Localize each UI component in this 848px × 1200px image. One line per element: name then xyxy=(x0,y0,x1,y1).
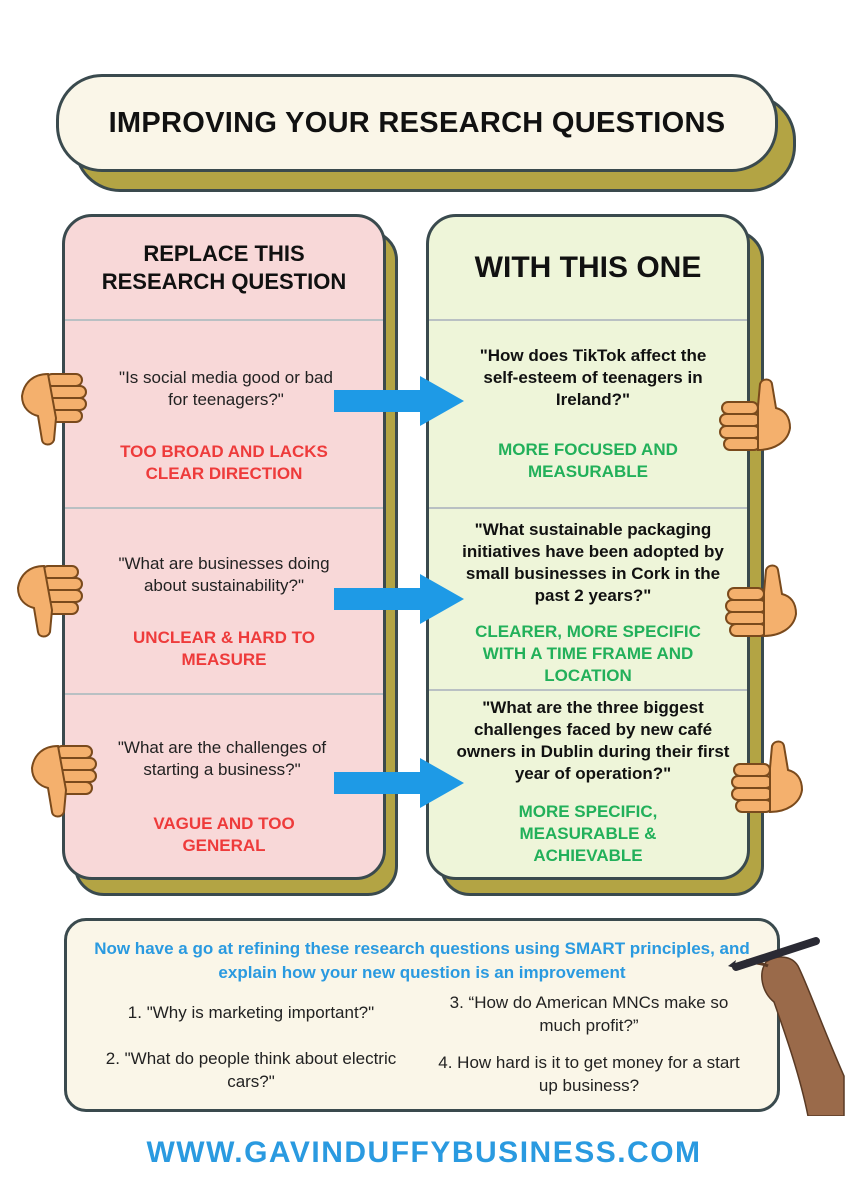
thumbs-down-icon xyxy=(26,740,106,820)
strong-question-2: "What sustainable packaging initiatives have been adopted by small businesses in Cork in the past 2 years?" xyxy=(462,520,724,605)
task-item-3: 3. “How do American MNCs make so much profit?” xyxy=(449,993,729,1035)
thumbs-down-icon xyxy=(16,368,96,448)
weak-question-2: "What are businesses doing about sustainability?" xyxy=(118,554,330,595)
strong-verdict-2: CLEARER, MORE SPECIFIC WITH A TIME FRAME AND LOCATION xyxy=(475,622,701,685)
strong-question-3: "What are the three biggest challenges faced by new café owners in Dublin during their first year of operation?" xyxy=(456,698,730,783)
divider xyxy=(429,319,747,321)
task-instructions: Now have a go at refining these research questions using SMART principles, and explain how your new question is an improvement xyxy=(94,939,750,982)
task-item-4: 4. How hard is it to get money for a start up business? xyxy=(438,1053,740,1095)
page-title: IMPROVING YOUR RESEARCH QUESTIONS xyxy=(108,106,726,139)
divider xyxy=(429,507,747,509)
strong-verdict-3: MORE SPECIFIC, MEASURABLE & ACHIEVABLE xyxy=(518,802,658,865)
weak-question-3: "What are the challenges of starting a business?" xyxy=(117,738,327,779)
weak-verdict-2: UNCLEAR & HARD TO MEASURE xyxy=(133,628,315,669)
thumbs-down-icon xyxy=(12,560,92,640)
arrow-right-icon xyxy=(334,376,464,426)
thumbs-up-icon xyxy=(730,738,810,818)
website-url[interactable]: WWW.GAVINDUFFYBUSINESS.COM xyxy=(146,1136,702,1169)
task-item-2: 2. "What do people think about electric cars?" xyxy=(105,1049,397,1091)
thumbs-up-icon xyxy=(724,562,804,642)
divider xyxy=(65,693,383,695)
strong-verdict-1: MORE FOCUSED AND MEASURABLE xyxy=(498,440,678,481)
arrow-right-icon xyxy=(334,758,464,808)
title-banner xyxy=(56,74,778,172)
thumbs-up-icon xyxy=(718,376,798,456)
improved-heading: WITH THIS ONE xyxy=(474,251,702,284)
weak-verdict-1: TOO BROAD AND LACKS CLEAR DIRECTION xyxy=(120,442,328,483)
divider xyxy=(65,507,383,509)
replace-heading: REPLACE THIS RESEARCH QUESTION xyxy=(101,241,347,294)
divider xyxy=(65,319,383,321)
improved-column xyxy=(426,214,750,880)
divider xyxy=(429,689,747,691)
strong-question-1: "How does TikTok affect the self-esteem of teenagers in Ireland?" xyxy=(479,346,707,409)
task-box xyxy=(64,918,780,1112)
task-item-1: 1. "Why is marketing important?" xyxy=(127,1003,375,1022)
weak-question-1: "Is social media good or bad for teenagers?" xyxy=(119,368,333,409)
weak-verdict-3: VAGUE AND TOO GENERAL xyxy=(153,814,295,855)
arrow-right-icon xyxy=(334,574,464,624)
hand-with-pen-icon xyxy=(722,926,846,1116)
